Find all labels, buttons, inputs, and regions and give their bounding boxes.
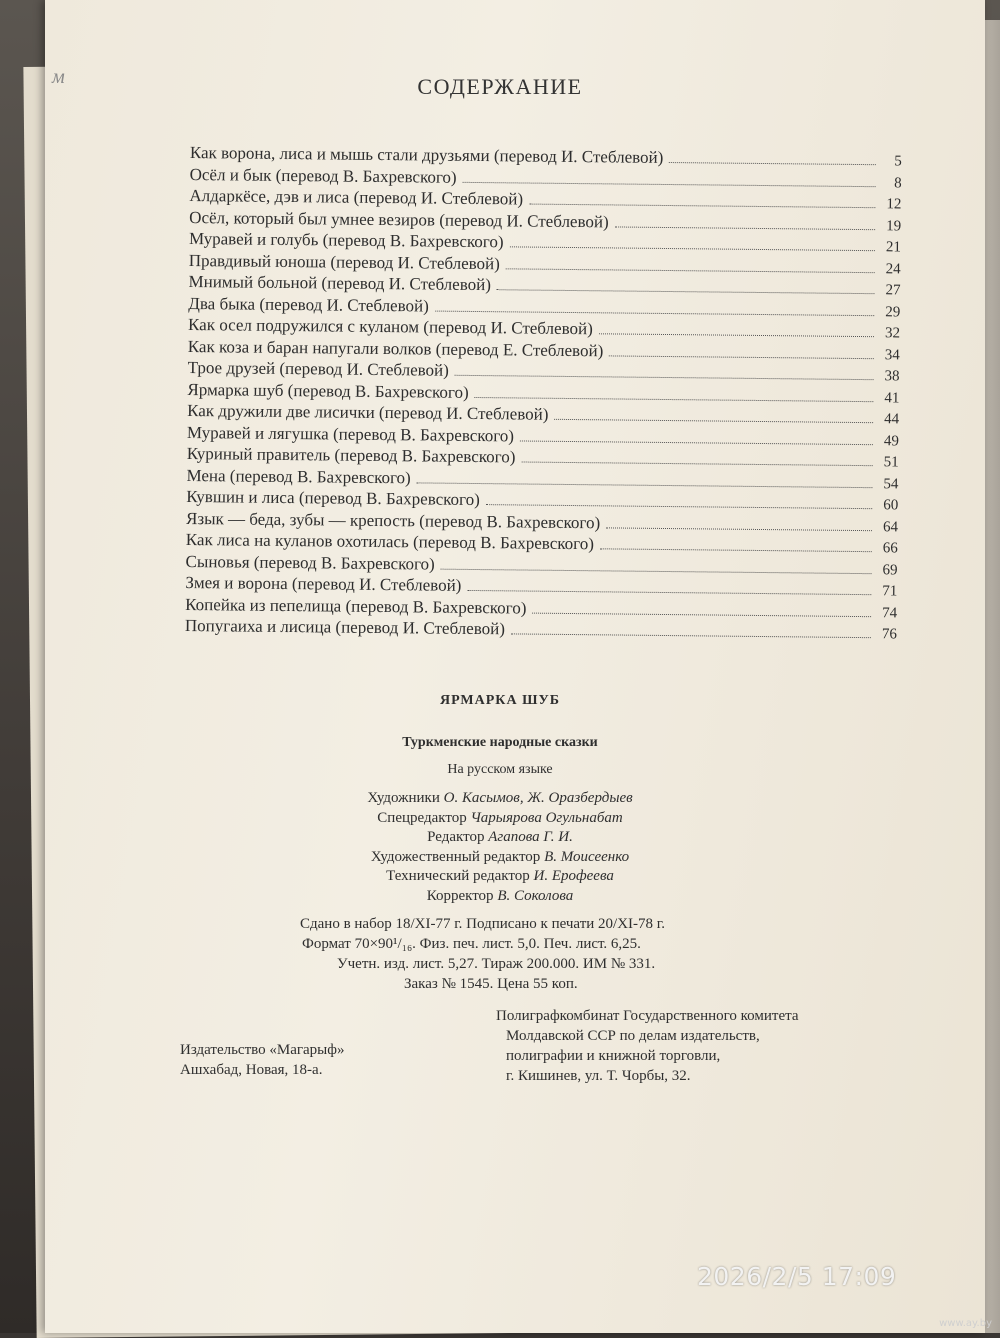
leader-dots: [455, 375, 874, 380]
publication-line: Учетн. изд. лист. 5,27. Тираж 200.000. ИМ № 331.: [337, 956, 656, 972]
toc-entry-title: Как лиса на куланов охотилась (перевод В. Бахревского): [185, 529, 595, 554]
publisher-line: Издательство «Магарыф»: [180, 1042, 345, 1058]
publication-data: [300, 914, 800, 994]
toc-entry-title: Как дружили две лисички (перевод И. Стеблевой): [187, 400, 549, 424]
leader-dots: [521, 461, 872, 466]
book-subtitle: Туркменские народные сказки: [402, 735, 598, 750]
credit-role: Редактор: [427, 829, 485, 845]
toc-entry-page: 49: [883, 432, 900, 449]
toc-entry-page: 12: [886, 196, 902, 213]
leader-dots: [467, 590, 871, 595]
credit-name: В. Моисеенко: [544, 848, 630, 865]
printer-line: Полиграфкомбинат Государственного комитета: [496, 1008, 799, 1024]
toc-entry-page: 41: [884, 389, 900, 406]
toc-entry-title: Правдивый юноша (перевод И. Стеблевой): [188, 250, 500, 273]
toc-entry-page: 24: [885, 260, 901, 277]
toc-entry-page: 60: [883, 497, 899, 514]
leader-dots: [609, 355, 874, 359]
toc-entry-title: Как осел подружился с куланом (перевод И. Стеблевой): [187, 314, 593, 339]
toc-entry-title: Как ворона, лиса и мышь стали друзьями (перевод И. Стеблевой): [189, 143, 664, 167]
credit-line: [0, 887, 1000, 907]
toc-entry-title: Мнимый больной (перевод И. Стеблевой): [188, 271, 492, 295]
leader-dots: [615, 226, 875, 230]
credit-role: Корректор: [426, 887, 494, 904]
toc-entry-page: 74: [882, 604, 898, 621]
toc-entry-page: 76: [881, 626, 897, 643]
credit-line: [0, 867, 1000, 887]
publication-line: Сдано в набор 18/XI-77 г. Подписано к печати 20/XI-78 г.: [300, 916, 665, 932]
toc-entry-page: 51: [883, 454, 899, 471]
pencil-mark: м: [52, 66, 65, 88]
leader-dots: [669, 162, 876, 165]
leader-dots: [520, 440, 873, 445]
leader-dots: [606, 527, 872, 531]
publisher-line: Ашхабад, Новая, 18-а.: [180, 1062, 323, 1078]
toc-entry-page: 27: [885, 282, 901, 299]
toc-entry-title: Попугаиха и лисица (перевод И. Стеблевой): [184, 615, 506, 639]
toc-entry-title: Два быка (перевод И. Стеблевой): [188, 293, 429, 316]
toc-title: СОДЕРЖАНИЕ: [417, 74, 583, 99]
toc-entry-title: Осёл, который был умнее везиров (перевод И. Стеблевой): [189, 207, 609, 231]
leader-dots: [529, 204, 875, 209]
leader-dots: [506, 268, 875, 273]
photo-timestamp: 2026/2/5 17:09: [697, 1262, 897, 1291]
leader-dots: [511, 633, 871, 638]
toc-entry-title: Муравей и голубь (перевод В. Бахревского): [188, 228, 504, 252]
printer-line: Молдавской ССР по делам издательств,: [506, 1028, 760, 1044]
language-note: На русском языке: [447, 762, 553, 777]
printer-line: г. Кишинев, ул. Т. Чорбы, 32.: [506, 1068, 691, 1084]
toc-entry-title: Змея и ворона (перевод И. Стеблевой): [185, 572, 462, 595]
toc-entry-title: Копейка из пепелища (перевод В. Бахревского): [185, 594, 527, 618]
toc-entry-page: 69: [882, 561, 898, 578]
toc-entry-title: Трое друзей (перевод И. Стеблевой): [187, 357, 449, 380]
toc-entry-page: 29: [885, 303, 901, 320]
toc-entry-page: 38: [884, 368, 900, 385]
toc-entry-title: Как коза и баран напугали волков (перевод Е. Стеблевой): [187, 336, 604, 360]
toc-entry-page: 34: [884, 346, 900, 363]
leader-dots: [510, 246, 875, 251]
credit-role: Художественный редактор: [370, 848, 541, 865]
toc-entry-page: 66: [882, 540, 898, 557]
credit-name: В. Соколова: [497, 887, 574, 904]
credit-line: [0, 789, 1000, 809]
leader-dots: [486, 504, 872, 509]
toc-entry-title: Сыновья (перевод В. Бахревского): [185, 551, 435, 574]
toc-entry-title: Мена (перевод В. Бахревского): [186, 465, 411, 487]
credit-role: Художники: [367, 790, 440, 806]
leader-dots: [554, 419, 873, 423]
toc-entry-page: 64: [882, 518, 899, 535]
credit-line: [0, 828, 1000, 848]
publication-line: Заказ № 1545. Цена 55 коп.: [404, 976, 578, 992]
publisher-block: [180, 1040, 344, 1080]
credit-name: И. Ерофеева: [533, 868, 614, 884]
toc-entry-page: 32: [884, 325, 901, 342]
credit-role: Технический редактор: [386, 868, 530, 884]
toc-entry-title: Осёл и бык (перевод В. Бахревского): [189, 164, 457, 187]
toc-entry-title: Кувшин и лиса (перевод В. Бахревского): [186, 486, 480, 510]
toc-entry-page: 71: [882, 583, 898, 600]
toc-entry-title: Язык — беда, зубы — крепость (перевод В. Бахревского): [185, 508, 601, 532]
book-title: ЯРМАРКА ШУБ: [440, 693, 560, 708]
site-watermark: www.ay.by: [939, 1318, 992, 1329]
credit-name: Агапова Г. И.: [488, 829, 573, 845]
toc-entry-page: 21: [885, 239, 902, 256]
toc-entry-page: 5: [894, 153, 902, 170]
toc-entry-page: 8: [894, 174, 902, 191]
leader-dots: [475, 396, 874, 401]
toc-entry-title: Алдаркёсе, дэв и лиса (перевод И. Стеблевой): [189, 185, 524, 209]
table-of-contents: [185, 143, 902, 645]
leader-dots: [435, 310, 874, 316]
credit-name: Чарыярова Огульнабат: [470, 809, 623, 826]
credit-line: [0, 809, 1000, 829]
credit-line: [0, 848, 1000, 868]
credits-block: [0, 789, 1000, 906]
leader-dots: [463, 181, 876, 186]
toc-entry-page: 44: [884, 411, 900, 428]
toc-entry-page: 54: [883, 475, 899, 492]
leader-dots: [600, 548, 872, 552]
leader-dots: [599, 333, 874, 337]
printer-line: полиграфии и книжной торговли,: [506, 1048, 721, 1064]
printer-block: [496, 1006, 799, 1086]
credit-role: Спецредактор: [377, 809, 467, 826]
leader-dots: [497, 289, 875, 294]
leader-dots: [417, 482, 873, 488]
toc-entry-page: 19: [886, 217, 902, 234]
toc-entry-title: Муравей и лягушка (перевод В. Бахревского): [186, 422, 515, 445]
leader-dots: [441, 568, 872, 574]
toc-entry-title: Ярмарка шуб (перевод В. Бахревского): [187, 379, 469, 402]
leader-dots: [532, 612, 871, 617]
credit-name: О. Касымов, Ж. Оразбердыев: [443, 790, 633, 806]
toc-entry-title: Куриный правитель (перевод В. Бахревского): [186, 443, 516, 467]
publication-line: Формат 70×90¹/₁₆. Физ. печ. лист. 5,0. Печ. лист. 6,25.: [302, 936, 641, 952]
